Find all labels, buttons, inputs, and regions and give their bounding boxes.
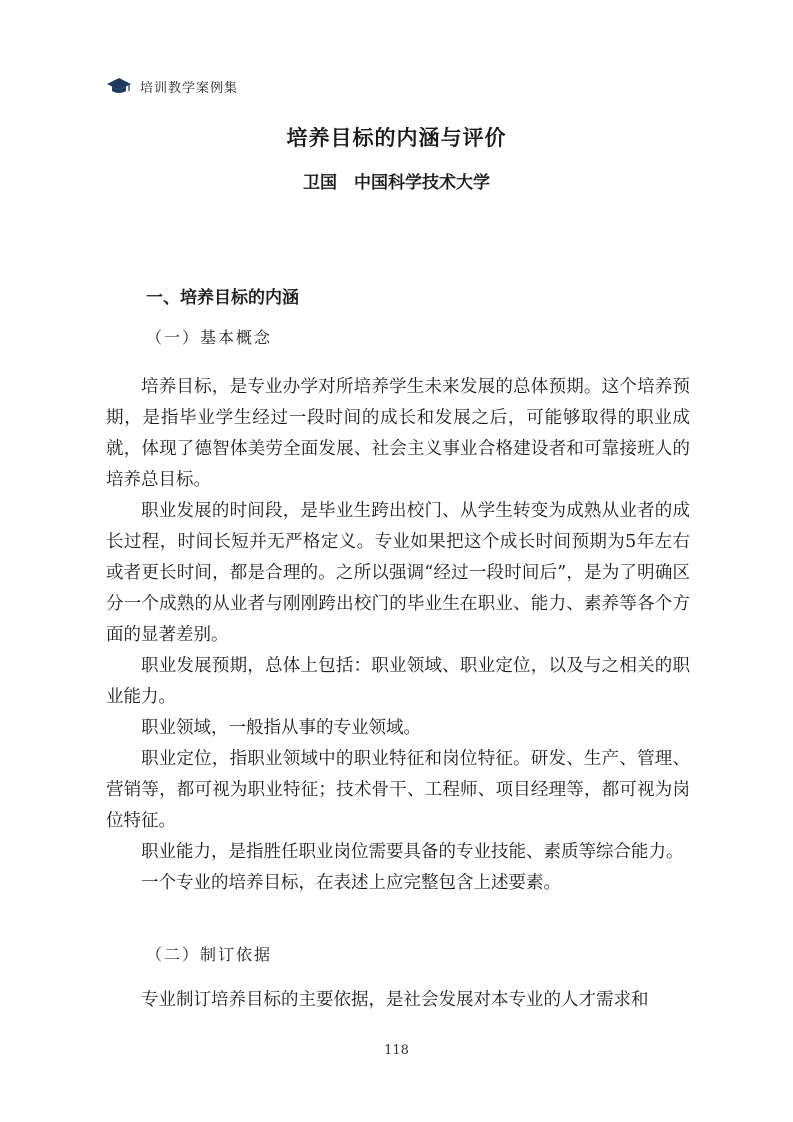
subsection-heading-basis: （二）制订依据 bbox=[146, 945, 273, 964]
paragraph: 培养目标，是专业办学对所培养学生未来发展的总体预期。这个培养预期，是指毕业学生经过一段时间的成长和发展之后，可能够取得的职业成就，体现了德智体美劳全面发展、社会主义事业合格建设者和可靠接班人的培养总目标。 bbox=[106, 377, 690, 490]
graduation-cap-icon bbox=[106, 76, 132, 96]
body-text-basis bbox=[106, 985, 690, 1016]
paragraph: 职业定位，指职业领域中的职业特征和岗位特征。研发、生产、管理、营销等，都可视为职业特征；技术骨干、工程师、项目经理等，都可视为岗位特征。 bbox=[106, 749, 690, 831]
paragraph: 专业制订培养目标的主要依据，是社会发展对本专业的人才需求和 bbox=[141, 990, 649, 1010]
author-byline: 卫国 中国科学技术大学 bbox=[303, 173, 490, 193]
paragraph: 职业发展的时间段，是毕业生跨出校门、从学生转变为成熟从业者的成长过程，时间长短并无严格定义。专业如果把这个成长时间预期为5年左右或者更长时间，都是合理的。之所以强调“经过一段时间后”，是为了明确区分一个成熟的从业者与刚刚跨出校门的毕业生在职业、能力、素养等各个方面的显著差别。 bbox=[106, 501, 690, 645]
subsection-heading-basic-concept: （一）基本概念 bbox=[146, 328, 273, 347]
section-heading-1: 一、培养目标的内涵 bbox=[146, 288, 299, 308]
paragraph: 一个专业的培养目标，在表述上应完整包含上述要素。 bbox=[141, 873, 561, 893]
paragraph: 职业发展预期，总体上包括：职业领域、职业定位，以及与之相关的职业能力。 bbox=[106, 656, 690, 707]
running-header bbox=[106, 76, 238, 96]
page-number: 118 bbox=[384, 1043, 409, 1058]
header-label: 培训教学案例集 bbox=[140, 80, 239, 96]
paragraph: 职业能力，是指胜任职业岗位需要具备的专业技能、素质等综合能力。 bbox=[141, 842, 684, 862]
paragraph: 职业领域，一般指从事的专业领域。 bbox=[141, 718, 421, 738]
body-text-basic-concept bbox=[106, 372, 690, 899]
article-title: 培养目标的内涵与评价 bbox=[286, 125, 507, 150]
